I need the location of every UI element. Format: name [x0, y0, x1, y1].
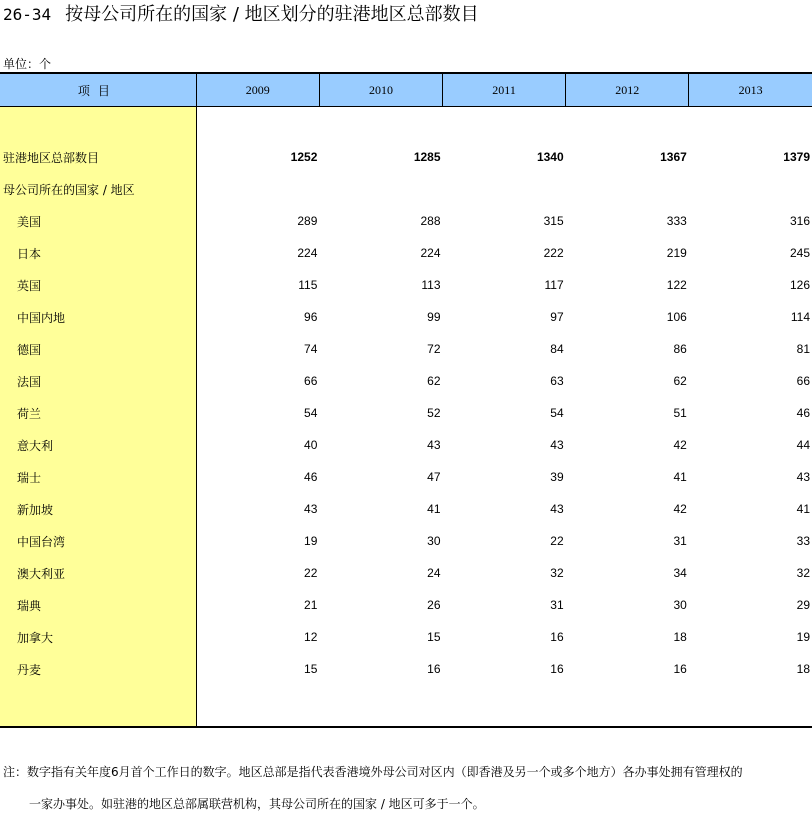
- cell-value: 74: [304, 342, 318, 356]
- cell-value: 1367: [660, 150, 687, 164]
- table-row: [0, 269, 812, 301]
- cell-value: 62: [427, 374, 441, 388]
- table-row: [0, 461, 812, 493]
- header-row: [0, 73, 812, 107]
- row-label: 瑞士: [0, 461, 196, 493]
- table-row: [0, 493, 812, 525]
- table-row: [0, 205, 812, 237]
- cell-value: 84: [550, 342, 564, 356]
- table-row: [0, 429, 812, 461]
- table-body: [0, 107, 812, 728]
- cell-value: 26: [427, 598, 441, 612]
- cell-value: 245: [789, 246, 810, 260]
- headquarters-table: [0, 72, 812, 728]
- cell-value: 115: [298, 278, 318, 292]
- table-row: [0, 301, 812, 333]
- cell-value: 33: [796, 534, 810, 548]
- cell-value: 18: [796, 662, 810, 676]
- cell-value: 30: [427, 534, 441, 548]
- cell-value: 126: [789, 278, 810, 292]
- row-label: 瑞典: [0, 589, 196, 621]
- table-row: [0, 397, 812, 429]
- cell-value: 34: [673, 566, 687, 580]
- cell-value: 32: [550, 566, 564, 580]
- cell-value: 19: [796, 630, 810, 644]
- cell-value: 41: [796, 502, 810, 516]
- cell-value: 15: [304, 662, 318, 676]
- cell-value: 117: [544, 278, 564, 292]
- cell-value: 41: [673, 470, 687, 484]
- cell-value: 224: [297, 246, 318, 260]
- row-label: 美国: [0, 205, 196, 237]
- table-row: [0, 557, 812, 589]
- unit-label: 单位：个: [3, 57, 52, 71]
- cell-value: 22: [304, 566, 318, 580]
- cell-value: 24: [427, 566, 441, 580]
- row-label: 法国: [0, 365, 196, 397]
- row-label: 荷兰: [0, 397, 196, 429]
- row-label: 新加坡: [0, 493, 196, 525]
- spacer-row: [0, 685, 812, 727]
- cell-value: 97: [550, 310, 564, 324]
- row-label: 德国: [0, 333, 196, 365]
- cell-value: 16: [673, 662, 687, 676]
- cell-value: 22: [550, 534, 564, 548]
- cell-value: 15: [427, 630, 441, 644]
- cell-value: 31: [673, 534, 687, 548]
- cell-value: 30: [673, 598, 687, 612]
- row-label: 意大利: [0, 429, 196, 461]
- cell-value: 16: [550, 630, 564, 644]
- cell-value: 42: [673, 502, 687, 516]
- cell-value: 51: [673, 406, 687, 420]
- cell-value: 43: [427, 438, 441, 452]
- cell-value: 1285: [413, 150, 441, 164]
- cell-value: 29: [796, 598, 810, 612]
- cell-value: 41: [427, 502, 441, 516]
- cell-value: 16: [427, 662, 441, 676]
- cell-value: 43: [550, 438, 564, 452]
- cell-value: 43: [550, 502, 564, 516]
- row-label: 中国台湾: [0, 525, 196, 557]
- cell-value: 32: [796, 566, 810, 580]
- cell-value: 219: [666, 246, 687, 260]
- section-label: 母公司所在的国家 / 地区: [0, 173, 196, 205]
- footnote-line-1: 注：数字指有关年度6月首个工作日的数字。地区总部是指代表香港境外母公司对区内（即香港及另一个或多个地方）各办事处拥有管理权的: [3, 765, 743, 779]
- cell-value: 63: [550, 374, 564, 388]
- cell-value: 43: [304, 502, 318, 516]
- cell-value: 31: [550, 598, 564, 612]
- cell-value: 54: [550, 406, 564, 420]
- header-year: 2010: [319, 73, 442, 107]
- cell-value: 222: [543, 246, 564, 260]
- header-year: 2012: [566, 73, 689, 107]
- header-year: 2013: [689, 73, 812, 107]
- cell-value: 1379: [783, 150, 810, 164]
- row-label: 加拿大: [0, 621, 196, 653]
- table-number: 26-34: [3, 5, 52, 24]
- cell-value: 46: [796, 406, 810, 420]
- spacer-row: [0, 107, 812, 142]
- cell-value: 52: [427, 406, 441, 420]
- cell-value: 43: [796, 470, 810, 484]
- cell-value: 66: [796, 374, 810, 388]
- table-row: [0, 237, 812, 269]
- row-label: 澳大利亚: [0, 557, 196, 589]
- cell-value: 16: [550, 662, 564, 676]
- cell-value: 47: [427, 470, 441, 484]
- page-title: [3, 2, 479, 28]
- table-row: [0, 333, 812, 365]
- table-row: [0, 525, 812, 557]
- row-label: 英国: [0, 269, 196, 301]
- row-label: 日本: [0, 237, 196, 269]
- cell-value: 66: [304, 374, 318, 388]
- cell-value: 122: [666, 278, 687, 292]
- cell-value: 1252: [290, 150, 318, 164]
- table-row: [0, 653, 812, 685]
- cell-value: 333: [666, 214, 687, 228]
- total-row: [0, 141, 812, 173]
- cell-value: 96: [304, 310, 318, 324]
- cell-value: 106: [666, 310, 687, 324]
- cell-value: 288: [420, 214, 441, 228]
- row-label: 丹麦: [0, 653, 196, 685]
- table-title-text: 按母公司所在的国家 / 地区划分的驻港地区总部数目: [65, 4, 479, 25]
- cell-value: 19: [304, 534, 318, 548]
- cell-value: 99: [427, 310, 441, 324]
- table-row: [0, 365, 812, 397]
- row-label: 中国内地: [0, 301, 196, 333]
- header-year: 2011: [443, 73, 566, 107]
- section-row: [0, 173, 812, 205]
- cell-value: 21: [304, 598, 318, 612]
- header-item-label: 项目: [0, 73, 196, 107]
- cell-value: 40: [304, 438, 318, 452]
- cell-value: 224: [420, 246, 441, 260]
- footnote: [3, 756, 743, 820]
- cell-value: 62: [673, 374, 687, 388]
- cell-value: 44: [796, 438, 810, 452]
- row-label: 驻港地区总部数目: [0, 141, 196, 173]
- cell-value: 114: [790, 310, 810, 324]
- cell-value: 72: [427, 342, 441, 356]
- cell-value: 12: [304, 630, 318, 644]
- cell-value: 1340: [536, 150, 564, 164]
- cell-value: 54: [304, 406, 318, 420]
- cell-value: 289: [297, 214, 318, 228]
- cell-value: 81: [796, 342, 810, 356]
- header-year: 2009: [196, 73, 319, 107]
- cell-value: 18: [673, 630, 687, 644]
- cell-value: 315: [543, 214, 564, 228]
- data-table-container: [0, 72, 812, 728]
- footnote-line-2: 一家办事处。如驻港的地区总部属联营机构，其母公司所在的国家 / 地区可多于一个。: [29, 797, 485, 811]
- cell-value: 46: [304, 470, 318, 484]
- cell-value: 113: [421, 278, 441, 292]
- cell-value: 42: [673, 438, 687, 452]
- cell-value: 316: [789, 214, 810, 228]
- table-row: [0, 589, 812, 621]
- cell-value: 86: [673, 342, 687, 356]
- table-row: [0, 621, 812, 653]
- cell-value: 39: [550, 470, 564, 484]
